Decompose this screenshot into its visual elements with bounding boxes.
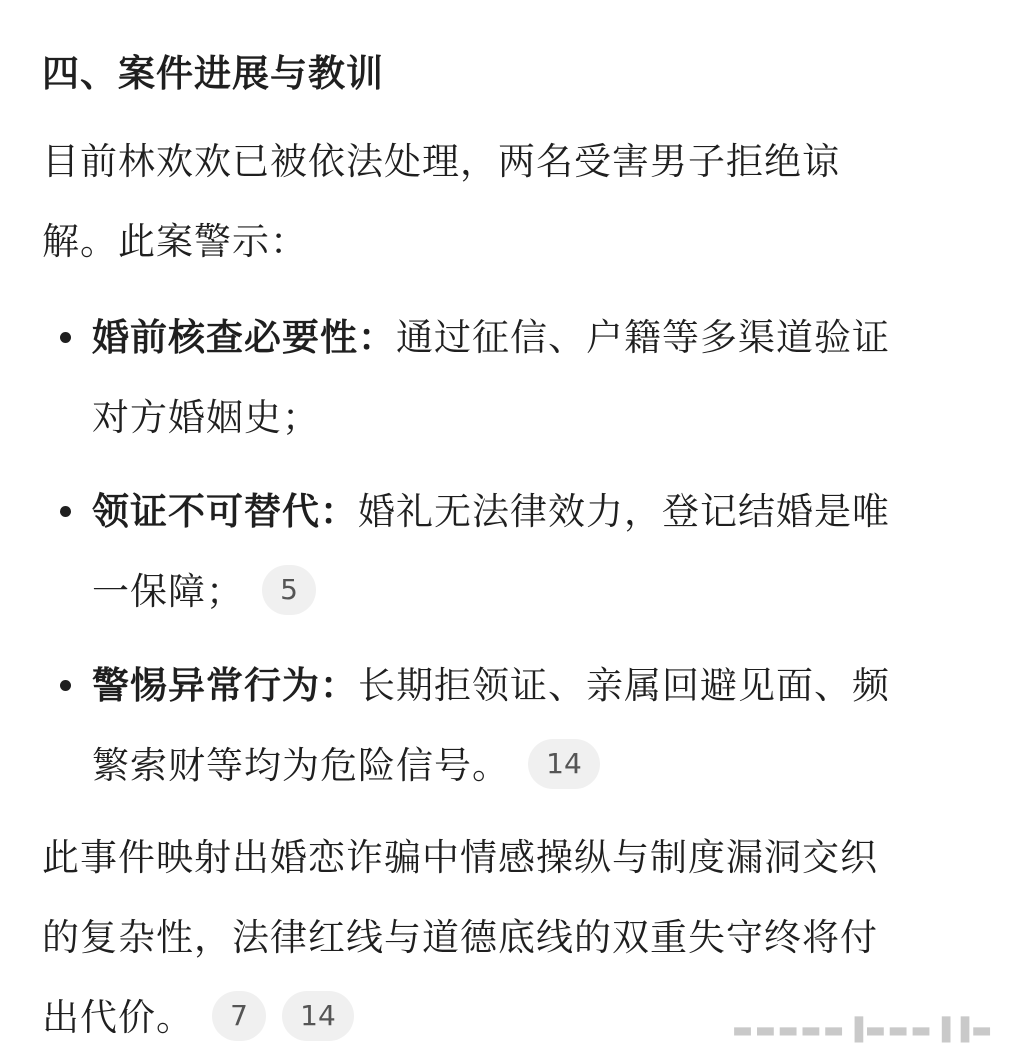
- list-item-term: 婚前核查必要性：: [92, 316, 396, 359]
- citation-badge[interactable]: 14: [282, 991, 354, 1041]
- section-heading: 四、案件进展与教训: [42, 52, 384, 95]
- watermark-logo: ▬▬▬▬▬▐▬▬▬▐▐▬: [732, 1018, 994, 1043]
- list-item-term: 领证不可替代：: [92, 490, 358, 533]
- list-item-body: 通过征信、户籍等多渠道验证: [396, 316, 890, 359]
- intro-line-1: 目前林欢欢已被依法处理，两名受害男子拒绝谅: [42, 140, 840, 183]
- list-item-line-1: [92, 298, 890, 378]
- list-item-line-2: [92, 552, 890, 632]
- list-item-body-end: 一保障；: [92, 570, 244, 613]
- list-item-line-2: 对方婚姻史；: [92, 396, 320, 439]
- list-item-term: 警惕异常行为：: [92, 664, 358, 707]
- list-item-line-1: [92, 646, 890, 726]
- list-item-line-1: [92, 472, 890, 552]
- list-item-body: 婚礼无法律效力，登记结婚是唯: [358, 490, 890, 533]
- intro-paragraph: [42, 122, 840, 282]
- list-item-text: [92, 298, 890, 458]
- list-item-line-2: [92, 726, 890, 806]
- bullet-dot-icon: [60, 506, 71, 517]
- citation-badge[interactable]: 5: [262, 565, 316, 615]
- list-item-body-end: 繁索财等均为危险信号。: [92, 744, 510, 787]
- conclusion-end: 出代价。: [42, 996, 194, 1039]
- intro-line-2: 解。此案警示：: [42, 220, 308, 263]
- bullet-dot-icon: [60, 680, 71, 691]
- citation-badge[interactable]: 14: [528, 739, 600, 789]
- conclusion-line-2: 的复杂性，法律红线与道德底线的双重失守终将付: [42, 916, 878, 959]
- list-item-body: 长期拒领证、亲属回避见面、频: [358, 664, 890, 707]
- bullet-dot-icon: [60, 332, 71, 343]
- conclusion-line-1: 此事件映射出婚恋诈骗中情感操纵与制度漏洞交织: [42, 836, 878, 879]
- list-item-text: [92, 646, 890, 806]
- citation-badge[interactable]: 7: [212, 991, 266, 1041]
- list-item-text: [92, 472, 890, 632]
